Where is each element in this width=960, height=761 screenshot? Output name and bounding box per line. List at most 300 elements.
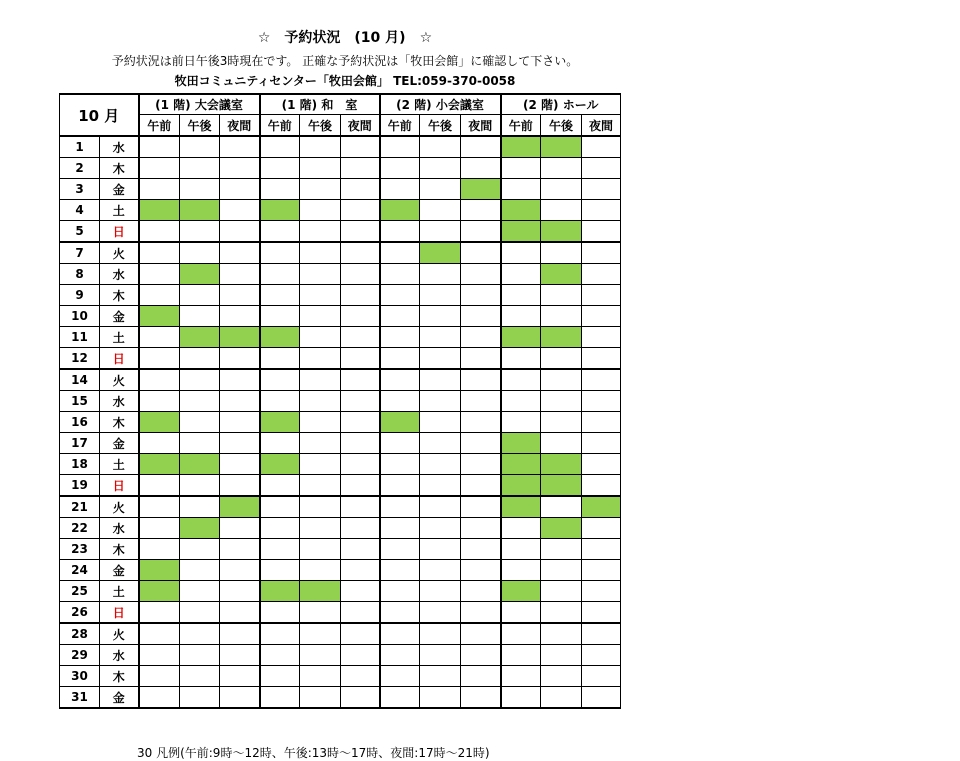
slot-header: 夜間	[461, 115, 501, 137]
available-slot	[461, 623, 501, 645]
available-slot	[420, 433, 461, 454]
available-slot	[300, 285, 341, 306]
day-number: 10	[60, 306, 100, 327]
available-slot	[582, 454, 621, 475]
weekday: 金	[100, 687, 139, 709]
slot-header: 夜間	[220, 115, 260, 137]
available-slot	[260, 539, 300, 560]
available-slot	[582, 602, 621, 624]
table-row	[60, 475, 621, 497]
booked-slot	[541, 136, 582, 158]
weekday: 木	[100, 412, 139, 433]
available-slot	[300, 242, 341, 264]
booked-slot	[300, 581, 341, 602]
available-slot	[180, 221, 220, 243]
booked-slot	[501, 581, 541, 602]
available-slot	[220, 306, 260, 327]
available-slot	[501, 348, 541, 370]
available-slot	[461, 645, 501, 666]
day-number: 19	[60, 475, 100, 497]
available-slot	[139, 221, 180, 243]
available-slot	[582, 581, 621, 602]
available-slot	[420, 623, 461, 645]
reservation-body	[60, 136, 621, 708]
available-slot	[180, 560, 220, 581]
available-slot	[541, 242, 582, 264]
table-row	[60, 539, 621, 560]
room-header: (2 階) 小会議室	[380, 94, 501, 115]
available-slot	[380, 264, 420, 285]
available-slot	[420, 391, 461, 412]
available-slot	[300, 306, 341, 327]
available-slot	[341, 136, 380, 158]
available-slot	[582, 242, 621, 264]
booked-slot	[541, 264, 582, 285]
available-slot	[139, 242, 180, 264]
booked-slot	[380, 200, 420, 221]
available-slot	[541, 645, 582, 666]
available-slot	[220, 179, 260, 200]
available-slot	[501, 242, 541, 264]
day-number: 30	[60, 666, 100, 687]
available-slot	[420, 539, 461, 560]
available-slot	[461, 391, 501, 412]
day-number: 15	[60, 391, 100, 412]
available-slot	[461, 158, 501, 179]
table-row	[60, 136, 621, 158]
table-row	[60, 158, 621, 179]
available-slot	[139, 433, 180, 454]
available-slot	[420, 136, 461, 158]
booked-slot	[501, 433, 541, 454]
available-slot	[300, 518, 341, 539]
booked-slot	[420, 242, 461, 264]
available-slot	[461, 285, 501, 306]
available-slot	[220, 412, 260, 433]
weekday: 木	[100, 539, 139, 560]
booked-slot	[220, 327, 260, 348]
available-slot	[461, 539, 501, 560]
available-slot	[541, 433, 582, 454]
weekday: 火	[100, 496, 139, 518]
day-number: 26	[60, 602, 100, 624]
available-slot	[180, 433, 220, 454]
available-slot	[582, 221, 621, 243]
booked-slot	[501, 454, 541, 475]
booked-slot	[260, 454, 300, 475]
day-number: 4	[60, 200, 100, 221]
booked-slot	[501, 221, 541, 243]
available-slot	[380, 645, 420, 666]
available-slot	[380, 518, 420, 539]
weekday: 金	[100, 433, 139, 454]
available-slot	[341, 158, 380, 179]
available-slot	[341, 454, 380, 475]
available-slot	[139, 602, 180, 624]
available-slot	[420, 666, 461, 687]
weekday: 水	[100, 518, 139, 539]
available-slot	[341, 560, 380, 581]
notice-text: 予約状況は前日午後3時現在です。 正確な予約状況は「牧田会館」に確認して下さい。	[111, 54, 579, 68]
available-slot	[341, 369, 380, 391]
weekday: 土	[100, 454, 139, 475]
available-slot	[260, 687, 300, 709]
available-slot	[260, 623, 300, 645]
booked-slot	[582, 496, 621, 518]
weekday: 水	[100, 136, 139, 158]
available-slot	[582, 264, 621, 285]
day-number: 25	[60, 581, 100, 602]
available-slot	[380, 285, 420, 306]
available-slot	[461, 369, 501, 391]
available-slot	[461, 327, 501, 348]
booked-slot	[541, 475, 582, 497]
available-slot	[180, 412, 220, 433]
table-row	[60, 391, 621, 412]
available-slot	[501, 306, 541, 327]
available-slot	[380, 581, 420, 602]
available-slot	[461, 496, 501, 518]
available-slot	[380, 602, 420, 624]
available-slot	[420, 348, 461, 370]
available-slot	[139, 475, 180, 497]
available-slot	[461, 433, 501, 454]
available-slot	[461, 221, 501, 243]
available-slot	[300, 136, 341, 158]
available-slot	[501, 687, 541, 709]
available-slot	[380, 221, 420, 243]
day-number: 11	[60, 327, 100, 348]
available-slot	[541, 687, 582, 709]
available-slot	[300, 687, 341, 709]
available-slot	[341, 433, 380, 454]
available-slot	[260, 179, 300, 200]
weekday: 日	[100, 348, 139, 370]
available-slot	[260, 285, 300, 306]
available-slot	[341, 391, 380, 412]
available-slot	[220, 433, 260, 454]
available-slot	[220, 200, 260, 221]
available-slot	[380, 475, 420, 497]
available-slot	[260, 221, 300, 243]
available-slot	[180, 645, 220, 666]
available-slot	[541, 560, 582, 581]
slot-header-row	[60, 115, 621, 137]
available-slot	[180, 158, 220, 179]
available-slot	[582, 412, 621, 433]
available-slot	[300, 666, 341, 687]
available-slot	[139, 645, 180, 666]
booked-slot	[220, 496, 260, 518]
weekday: 水	[100, 391, 139, 412]
available-slot	[260, 264, 300, 285]
available-slot	[220, 623, 260, 645]
weekday: 日	[100, 475, 139, 497]
available-slot	[582, 136, 621, 158]
available-slot	[541, 581, 582, 602]
available-slot	[220, 285, 260, 306]
available-slot	[139, 158, 180, 179]
slot-header: 午後	[420, 115, 461, 137]
available-slot	[582, 560, 621, 581]
table-row	[60, 200, 621, 221]
available-slot	[541, 496, 582, 518]
available-slot	[139, 623, 180, 645]
available-slot	[220, 560, 260, 581]
available-slot	[541, 369, 582, 391]
available-slot	[582, 475, 621, 497]
available-slot	[420, 412, 461, 433]
day-number: 18	[60, 454, 100, 475]
available-slot	[380, 348, 420, 370]
available-slot	[300, 264, 341, 285]
day-number: 7	[60, 242, 100, 264]
available-slot	[341, 221, 380, 243]
available-slot	[541, 306, 582, 327]
booked-slot	[139, 581, 180, 602]
booked-slot	[380, 412, 420, 433]
available-slot	[380, 454, 420, 475]
weekday: 木	[100, 285, 139, 306]
available-slot	[300, 602, 341, 624]
available-slot	[461, 136, 501, 158]
booked-slot	[541, 518, 582, 539]
available-slot	[582, 179, 621, 200]
available-slot	[139, 348, 180, 370]
table-row	[60, 348, 621, 370]
day-number: 24	[60, 560, 100, 581]
available-slot	[420, 496, 461, 518]
booked-slot	[180, 518, 220, 539]
available-slot	[300, 475, 341, 497]
available-slot	[541, 666, 582, 687]
available-slot	[300, 200, 341, 221]
available-slot	[220, 687, 260, 709]
available-slot	[461, 687, 501, 709]
available-slot	[420, 560, 461, 581]
available-slot	[341, 666, 380, 687]
booked-slot	[139, 412, 180, 433]
available-slot	[260, 518, 300, 539]
available-slot	[139, 687, 180, 709]
day-number: 8	[60, 264, 100, 285]
table-row	[60, 285, 621, 306]
available-slot	[461, 264, 501, 285]
available-slot	[139, 136, 180, 158]
available-slot	[420, 200, 461, 221]
day-number: 3	[60, 179, 100, 200]
booked-slot	[501, 327, 541, 348]
available-slot	[380, 306, 420, 327]
day-number: 17	[60, 433, 100, 454]
room-header: (2 階) ホール	[501, 94, 621, 115]
booked-slot	[180, 264, 220, 285]
booked-slot	[139, 454, 180, 475]
available-slot	[139, 179, 180, 200]
available-slot	[420, 518, 461, 539]
available-slot	[220, 666, 260, 687]
available-slot	[180, 136, 220, 158]
available-slot	[180, 539, 220, 560]
booked-slot	[139, 306, 180, 327]
available-slot	[501, 666, 541, 687]
available-slot	[582, 539, 621, 560]
table-row	[60, 179, 621, 200]
available-slot	[501, 539, 541, 560]
day-number: 12	[60, 348, 100, 370]
table-row	[60, 623, 621, 645]
available-slot	[260, 348, 300, 370]
weekday: 金	[100, 560, 139, 581]
available-slot	[341, 645, 380, 666]
available-slot	[220, 581, 260, 602]
available-slot	[461, 581, 501, 602]
available-slot	[501, 412, 541, 433]
weekday: 火	[100, 242, 139, 264]
day-number: 29	[60, 645, 100, 666]
legend-text: 30 凡例(午前:9時～12時、午後:13時～17時、夜間:17時～21時)	[137, 746, 490, 760]
slot-header: 夜間	[582, 115, 621, 137]
available-slot	[582, 645, 621, 666]
available-slot	[260, 242, 300, 264]
available-slot	[180, 306, 220, 327]
available-slot	[220, 539, 260, 560]
room-header: (1 階) 大会議室	[139, 94, 260, 115]
available-slot	[380, 391, 420, 412]
table-row	[60, 687, 621, 709]
available-slot	[461, 518, 501, 539]
available-slot	[260, 391, 300, 412]
available-slot	[420, 264, 461, 285]
weekday: 金	[100, 306, 139, 327]
available-slot	[461, 306, 501, 327]
available-slot	[180, 666, 220, 687]
booked-slot	[501, 136, 541, 158]
booked-slot	[501, 475, 541, 497]
available-slot	[139, 391, 180, 412]
available-slot	[300, 645, 341, 666]
available-slot	[180, 496, 220, 518]
available-slot	[582, 687, 621, 709]
available-slot	[420, 327, 461, 348]
available-slot	[180, 687, 220, 709]
available-slot	[341, 327, 380, 348]
available-slot	[220, 264, 260, 285]
available-slot	[461, 242, 501, 264]
available-slot	[582, 158, 621, 179]
available-slot	[461, 560, 501, 581]
available-slot	[420, 158, 461, 179]
available-slot	[300, 560, 341, 581]
available-slot	[420, 581, 461, 602]
room-header-row	[60, 94, 621, 115]
table-row	[60, 221, 621, 243]
available-slot	[380, 136, 420, 158]
available-slot	[260, 158, 300, 179]
available-slot	[220, 369, 260, 391]
table-row	[60, 560, 621, 581]
available-slot	[220, 391, 260, 412]
booked-slot	[461, 179, 501, 200]
available-slot	[180, 623, 220, 645]
weekday: 水	[100, 645, 139, 666]
available-slot	[341, 264, 380, 285]
table-row	[60, 327, 621, 348]
available-slot	[341, 581, 380, 602]
available-slot	[380, 687, 420, 709]
available-slot	[461, 666, 501, 687]
available-slot	[420, 306, 461, 327]
available-slot	[582, 348, 621, 370]
available-slot	[582, 433, 621, 454]
slot-header: 午後	[180, 115, 220, 137]
available-slot	[501, 518, 541, 539]
day-number: 14	[60, 369, 100, 391]
available-slot	[341, 475, 380, 497]
available-slot	[139, 369, 180, 391]
available-slot	[220, 454, 260, 475]
available-slot	[380, 560, 420, 581]
available-slot	[501, 391, 541, 412]
available-slot	[260, 496, 300, 518]
available-slot	[380, 158, 420, 179]
available-slot	[180, 581, 220, 602]
reservation-table	[59, 93, 621, 709]
available-slot	[541, 348, 582, 370]
available-slot	[420, 369, 461, 391]
available-slot	[300, 391, 341, 412]
available-slot	[139, 539, 180, 560]
table-row	[60, 496, 621, 518]
available-slot	[139, 496, 180, 518]
available-slot	[341, 496, 380, 518]
available-slot	[180, 179, 220, 200]
available-slot	[541, 391, 582, 412]
available-slot	[541, 158, 582, 179]
available-slot	[260, 306, 300, 327]
available-slot	[220, 242, 260, 264]
available-slot	[260, 136, 300, 158]
day-number: 31	[60, 687, 100, 709]
table-row	[60, 433, 621, 454]
table-row	[60, 242, 621, 264]
table-row	[60, 412, 621, 433]
booked-slot	[501, 496, 541, 518]
available-slot	[180, 391, 220, 412]
available-slot	[501, 264, 541, 285]
day-number: 28	[60, 623, 100, 645]
contact-info: 牧田コミュニティセンター「牧田会館」 TEL:059-370-0058	[174, 74, 516, 88]
weekday: 金	[100, 179, 139, 200]
slot-header: 午前	[260, 115, 300, 137]
available-slot	[582, 391, 621, 412]
available-slot	[380, 623, 420, 645]
table-row	[60, 518, 621, 539]
available-slot	[582, 285, 621, 306]
available-slot	[220, 221, 260, 243]
available-slot	[541, 623, 582, 645]
available-slot	[582, 200, 621, 221]
slot-header: 午後	[541, 115, 582, 137]
day-number: 1	[60, 136, 100, 158]
weekday: 土	[100, 581, 139, 602]
available-slot	[380, 496, 420, 518]
table-row	[60, 454, 621, 475]
weekday: 日	[100, 602, 139, 624]
available-slot	[420, 285, 461, 306]
booked-slot	[139, 560, 180, 581]
weekday: 土	[100, 327, 139, 348]
